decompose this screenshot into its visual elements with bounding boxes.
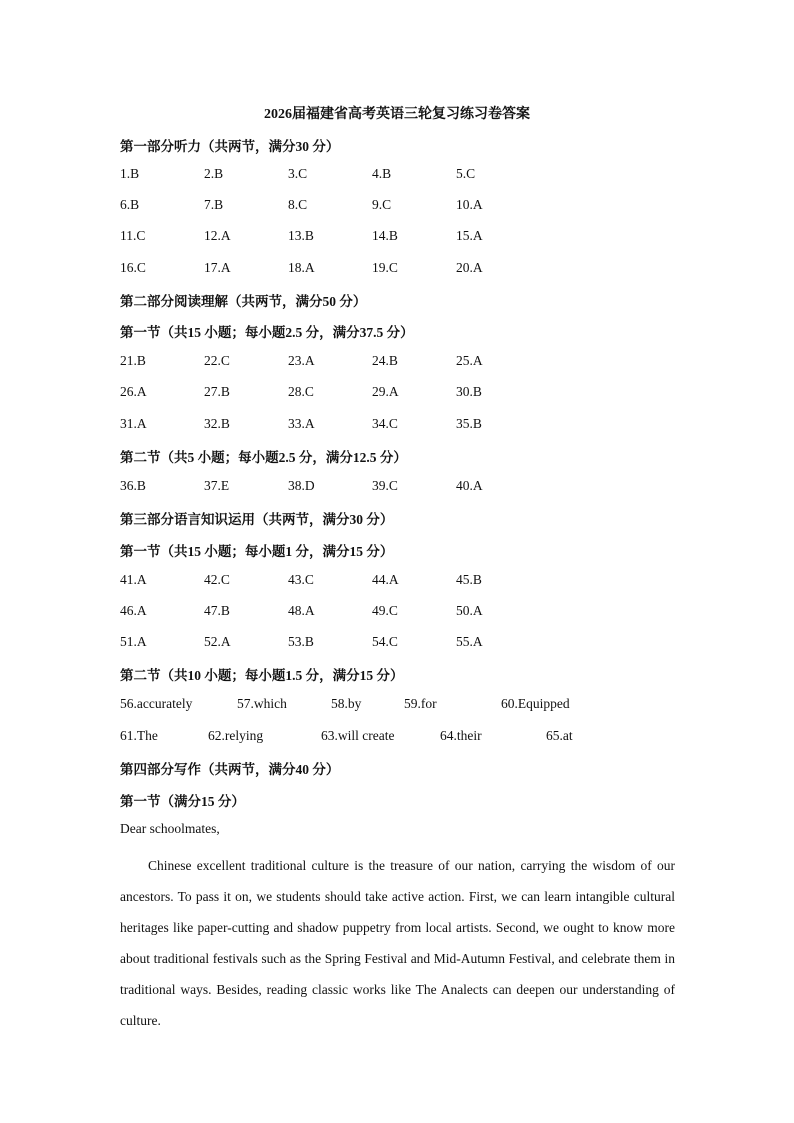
part3-heading: 第三部分语言知识运用（共两节，满分30 分）: [120, 512, 394, 527]
answer-item: 31.A: [120, 416, 147, 431]
part1-heading: 第一部分听力（共两节，满分30 分）: [120, 139, 340, 154]
answer-item: 25.A: [456, 353, 483, 368]
part2-heading: 第二部分阅读理解（共两节，满分50 分）: [120, 294, 367, 309]
answer-item: 18.A: [288, 260, 315, 275]
answer-item: 14.B: [372, 228, 398, 243]
answer-item: 62.relying: [208, 728, 264, 743]
answer-item: 13.B: [288, 228, 314, 243]
answer-item: 60.Equipped: [501, 696, 570, 711]
answer-item: 6.B: [120, 197, 140, 212]
answer-item: 52.A: [204, 634, 231, 649]
part2-section1-heading: 第一节（共15 小题；每小题2.5 分，满分37.5 分）: [120, 325, 414, 340]
answer-item: 27.B: [204, 384, 230, 399]
answer-item: 22.C: [204, 353, 230, 368]
answer-item: 29.A: [372, 384, 399, 399]
answer-item: 7.B: [204, 197, 224, 212]
answer-item: 16.C: [120, 260, 146, 275]
answer-item: 51.A: [120, 634, 147, 649]
answer-item: 11.C: [120, 228, 146, 243]
answer-item: 47.B: [204, 603, 230, 618]
answer-item: 32.B: [204, 416, 230, 431]
answer-item: 63.will create: [321, 728, 395, 743]
letter-body: Chinese excellent traditional culture is the treasure of our nation, carrying the wisdom of our ancestors. To pass it on, we students should take active action. First, we can learn intangible cultural heritages like paper-cutting and shadow puppetry from local artists. Second, we ought to know more about traditional festivals such as the Spring Festival and Mid-Autumn Festival, and celebrate them in traditional ways. Besides, reading classic works like The Analects can deepen our understanding of culture.: [120, 858, 675, 1028]
answer-item: 38.D: [288, 478, 315, 493]
part3-section2-heading: 第二节（共10 小题；每小题1.5 分，满分15 分）: [120, 668, 404, 683]
answer-item: 4.B: [372, 166, 392, 181]
answer-item: 53.B: [288, 634, 314, 649]
document-title: 2026届福建省高考英语三轮复习练习卷答案: [264, 107, 530, 122]
answer-item: 34.C: [372, 416, 398, 431]
answer-item: 48.A: [288, 603, 315, 618]
part4-heading: 第四部分写作（共两节，满分40 分）: [120, 762, 340, 777]
letter-salutation: Dear schoolmates,: [120, 821, 220, 836]
answer-item: 15.A: [456, 228, 483, 243]
answer-item: 58.by: [331, 696, 362, 711]
answer-item: 40.A: [456, 478, 483, 493]
answer-item: 10.A: [456, 197, 483, 212]
part4-section1-heading: 第一节（满分15 分）: [120, 794, 245, 809]
answer-item: 19.C: [372, 260, 398, 275]
answer-item: 26.A: [120, 384, 147, 399]
answer-item: 44.A: [372, 572, 399, 587]
answer-item: 54.C: [372, 634, 398, 649]
answer-item: 12.A: [204, 228, 231, 243]
answer-item: 55.A: [456, 634, 483, 649]
answer-item: 8.C: [288, 197, 308, 212]
answer-item: 20.A: [456, 260, 483, 275]
answer-item: 36.B: [120, 478, 146, 493]
part2-section2-heading: 第二节（共5 小题；每小题2.5 分，满分12.5 分）: [120, 450, 407, 465]
answer-item: 35.B: [456, 416, 482, 431]
answer-item: 3.C: [288, 166, 308, 181]
answer-item: 5.C: [456, 166, 476, 181]
answer-item: 33.A: [288, 416, 315, 431]
part3-section1-heading: 第一节（共15 小题；每小题1 分，满分15 分）: [120, 544, 394, 559]
answer-item: 17.A: [204, 260, 231, 275]
answer-item: 23.A: [288, 353, 315, 368]
answer-item: 1.B: [120, 166, 140, 181]
answer-item: 50.A: [456, 603, 483, 618]
answer-item: 49.C: [372, 603, 398, 618]
answer-item: 59.for: [404, 696, 437, 711]
answer-item: 43.C: [288, 572, 314, 587]
answer-item: 57.which: [237, 696, 287, 711]
answer-item: 37.E: [204, 478, 230, 493]
answer-item: 42.C: [204, 572, 230, 587]
answer-item: 56.accurately: [120, 696, 193, 711]
answer-item: 46.A: [120, 603, 147, 618]
answer-item: 41.A: [120, 572, 147, 587]
answer-item: 61.The: [120, 728, 158, 743]
answer-item: 65.at: [546, 728, 573, 743]
answer-item: 2.B: [204, 166, 224, 181]
answer-item: 24.B: [372, 353, 398, 368]
answer-item: 39.C: [372, 478, 398, 493]
answer-item: 28.C: [288, 384, 314, 399]
answer-item: 64.their: [440, 728, 482, 743]
answer-item: 21.B: [120, 353, 146, 368]
answer-item: 9.C: [372, 197, 392, 212]
answer-item: 30.B: [456, 384, 482, 399]
answer-item: 45.B: [456, 572, 482, 587]
